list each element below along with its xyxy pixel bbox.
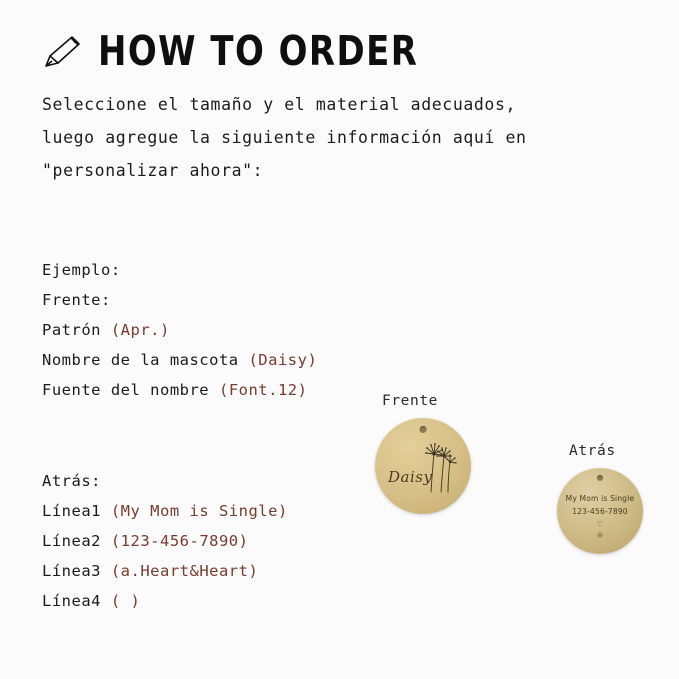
page-header [40, 27, 428, 76]
example-heading: Ejemplo: [42, 261, 121, 279]
tag-back-disc [557, 468, 643, 554]
back-label-line2: Línea2 [42, 532, 111, 550]
back-block [42, 466, 288, 616]
example-row-pattern [42, 315, 317, 345]
example-row-font [42, 375, 317, 405]
intro-paragraph [42, 88, 652, 187]
intro-line-3: "personalizar ahora": [42, 161, 264, 180]
tag-back-illustration [545, 443, 645, 554]
tag-front-illustration [370, 393, 475, 514]
tag-back-caption: Atrás [569, 443, 616, 459]
tag-front-caption: Frente [382, 393, 438, 409]
tag-back-line-2: 123-456-7890 [572, 507, 628, 516]
heart-icon: ♡ [597, 520, 603, 530]
back-value-line1: (My Mom is Single) [110, 502, 288, 520]
example-value-pattern: (Apr.) [110, 321, 170, 339]
tag-front-hole [420, 426, 427, 433]
back-row-line4 [42, 586, 288, 616]
back-label-line3: Línea3 [42, 562, 111, 580]
back-label-line4: Línea4 [42, 592, 111, 610]
back-value-line3: (a.Heart&Heart) [110, 562, 259, 580]
example-label-font: Fuente del nombre [42, 381, 219, 399]
pencil-icon [40, 30, 84, 74]
tag-front-disc [375, 418, 471, 514]
back-row-line1 [42, 496, 288, 526]
example-label-pattern: Patrón [42, 321, 111, 339]
example-value-font: (Font.12) [218, 381, 308, 399]
back-label-line1: Línea1 [42, 502, 111, 520]
tag-back-mark: ◎ [597, 530, 603, 539]
intro-line-2: luego agregue la siguiente información aquí en [42, 128, 527, 147]
example-value-petname: (Daisy) [248, 351, 318, 369]
page-title: HOW TO ORDER [98, 27, 419, 76]
back-heading: Atrás: [42, 472, 101, 490]
tag-back-hole [597, 475, 603, 481]
back-row-line3 [42, 556, 288, 586]
example-row-petname [42, 345, 317, 375]
tag-front-pet-name: Daisy [388, 468, 433, 486]
back-row-line2 [42, 526, 288, 556]
tag-back-line-1: My Mom is Single [565, 494, 635, 503]
example-label-petname: Nombre de la mascota [42, 351, 249, 369]
tag-back-text [557, 494, 643, 516]
back-value-line2: (123-456-7890) [110, 532, 249, 550]
front-heading: Frente: [42, 291, 111, 309]
back-value-line4: ( ) [110, 592, 141, 610]
intro-line-1: Seleccione el tamaño y el material adecuados, [42, 95, 517, 114]
example-block [42, 255, 317, 405]
